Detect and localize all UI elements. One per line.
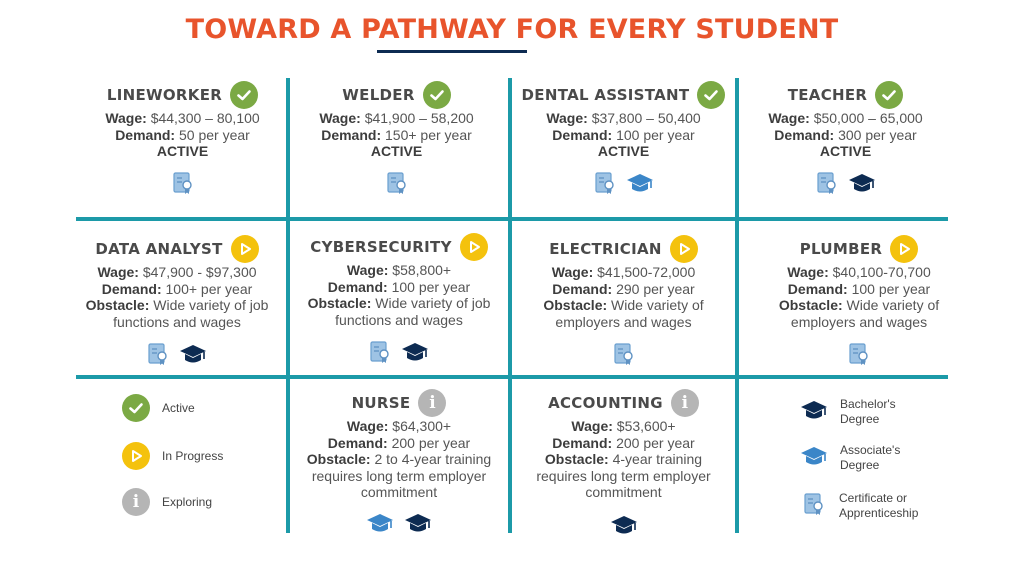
certificate-icon (613, 342, 635, 371)
demand-value: 50 per year (178, 126, 250, 143)
legend-line1: Associate's (840, 443, 901, 457)
demand-label: Demand: (787, 280, 848, 297)
card-title: CYBERSECURITY (310, 238, 452, 256)
obstacle-value: Wide variety of job functions and wages (335, 295, 491, 328)
obstacle-value: Wide variety of employers and wages (790, 297, 940, 330)
wage-value: $40,100-70,700 (832, 264, 931, 280)
card-title: LINEWORKER (106, 86, 223, 104)
wage-label: Wage: (346, 418, 389, 434)
demand-label: Demand: (327, 434, 388, 451)
demand-value: 100 per year (391, 278, 471, 295)
legend-label: Active (162, 401, 195, 415)
demand-value: 300 per year (838, 126, 917, 143)
card-title: NURSE (351, 394, 411, 412)
play-icon (122, 442, 150, 470)
wage-label: Wage: (546, 110, 588, 126)
certificate-icon (803, 492, 825, 521)
title-underline (377, 50, 527, 53)
demand-label: Demand: (101, 280, 162, 297)
obstacle-label: Obstacle: (778, 297, 843, 313)
associates-cap-icon (626, 171, 654, 200)
demand-value: 100+ per year (165, 280, 253, 297)
info-icon: i (671, 389, 699, 417)
card-title: PLUMBER (799, 240, 883, 258)
wage-value: $50,000 – 65,000 (813, 110, 923, 126)
card-title: DENTAL ASSISTANT (521, 86, 690, 104)
status-text: ACTIVE (370, 143, 423, 159)
legend-line1: Certificate or (839, 491, 908, 505)
status-text: ACTIVE (819, 143, 872, 159)
card-electrician (512, 234, 735, 371)
obstacle-label: Obstacle: (543, 297, 608, 313)
bachelors-cap-icon (848, 171, 876, 200)
legend-item-bachelors (800, 397, 896, 427)
card-teacher (739, 80, 952, 200)
legend-label: In Progress (162, 449, 224, 463)
demand-label: Demand: (552, 126, 613, 143)
wage-value: $44,300 – 80,100 (150, 110, 260, 126)
certificate-icon (848, 342, 870, 371)
wage-value: $58,800+ (392, 262, 452, 278)
certificate-icon (369, 340, 391, 369)
wage-value: $64,300+ (392, 418, 452, 434)
bachelors-cap-icon (800, 398, 828, 427)
legend-line1: Bachelor's (840, 397, 896, 411)
bachelors-cap-icon (401, 340, 429, 369)
wage-value: $37,800 – 50,400 (591, 110, 701, 126)
card-dental-assistant (512, 80, 735, 200)
certificate-icon (594, 171, 616, 200)
demand-label: Demand: (115, 126, 176, 143)
card-data-analyst (66, 234, 288, 371)
obstacle-label: Obstacle: (85, 297, 150, 313)
wage-label: Wage: (346, 262, 389, 278)
certificate-icon (172, 171, 194, 200)
obstacle-label: Obstacle: (307, 295, 372, 311)
card-plumber (749, 234, 969, 371)
wage-label: Wage: (105, 110, 147, 126)
legend-item-associates (800, 443, 900, 473)
card-welder (290, 80, 503, 200)
info-icon: i (418, 389, 446, 417)
demand-value: 200 per year (616, 434, 695, 451)
wage-label: Wage: (551, 264, 594, 280)
wage-value: $47,900 - $97,300 (142, 264, 257, 280)
legend-line2: Apprenticeship (839, 506, 919, 520)
demand-value: 100 per year (851, 280, 931, 297)
card-lineworker (76, 80, 289, 200)
legend-line2: Degree (840, 458, 880, 472)
demand-value: 100 per year (616, 126, 695, 143)
card-title: DATA ANALYST (95, 240, 223, 258)
bachelors-cap-icon (179, 342, 207, 371)
demand-label: Demand: (552, 280, 613, 297)
demand-label: Demand: (321, 126, 382, 143)
demand-value: 200 per year (391, 434, 471, 451)
play-icon (890, 235, 918, 263)
status-text: ACTIVE (156, 143, 209, 159)
page-title: TOWARD A PATHWAY FOR EVERY STUDENT (185, 14, 839, 45)
play-icon (460, 233, 488, 261)
grid-divider (76, 217, 948, 221)
check-icon (423, 81, 451, 109)
obstacle-value: 4-year training requires long term employer commitment (536, 451, 711, 500)
demand-label: Demand: (552, 434, 613, 451)
demand-value: 290 per year (616, 280, 695, 297)
wage-label: Wage: (768, 110, 810, 126)
demand-label: Demand: (774, 126, 835, 143)
wage-value: $41,500-72,000 (597, 264, 696, 280)
status-text: ACTIVE (597, 143, 650, 159)
bachelors-cap-icon (404, 511, 432, 540)
grid-divider (76, 375, 948, 379)
associates-cap-icon (800, 444, 828, 473)
card-title: WELDER (342, 86, 415, 104)
card-title: ACCOUNTING (548, 394, 663, 412)
certificate-icon (147, 342, 169, 371)
obstacle-value: Wide variety of job functions and wages (113, 297, 269, 330)
wage-label: Wage: (571, 418, 613, 434)
check-icon (230, 81, 258, 109)
card-accounting (512, 388, 735, 542)
legend-item-exploring (122, 488, 212, 516)
wage-value: $41,900 – 58,200 (364, 110, 474, 126)
check-icon (697, 81, 725, 109)
legend-label: Exploring (162, 495, 213, 509)
card-nurse (290, 388, 508, 540)
demand-value: 150+ per year (385, 126, 472, 143)
card-title: ELECTRICIAN (549, 240, 662, 258)
wage-label: Wage: (319, 110, 361, 126)
obstacle-label: Obstacle: (544, 451, 609, 467)
wage-value: $53,600+ (616, 418, 676, 434)
info-icon: i (122, 488, 150, 516)
legend-item-in-progress (122, 442, 223, 470)
play-icon (670, 235, 698, 263)
obstacle-label: Obstacle: (306, 451, 371, 467)
play-icon (231, 235, 259, 263)
bachelors-cap-icon (610, 513, 638, 542)
certificate-icon (386, 171, 408, 200)
demand-label: Demand: (327, 278, 388, 295)
obstacle-value: Wide variety of employers and wages (555, 297, 704, 330)
card-title: TEACHER (787, 86, 868, 104)
legend-line2: Degree (840, 412, 880, 426)
check-icon (122, 394, 150, 422)
legend-item-certificate (803, 491, 918, 521)
wage-label: Wage: (787, 264, 829, 280)
obstacle-value: 2 to 4-year training requires long term employer commitment (311, 451, 492, 500)
wage-label: Wage: (97, 264, 139, 280)
legend-item-active (122, 394, 195, 422)
associates-cap-icon (366, 511, 394, 540)
check-icon (875, 81, 903, 109)
certificate-icon (816, 171, 838, 200)
card-cybersecurity (290, 232, 508, 369)
